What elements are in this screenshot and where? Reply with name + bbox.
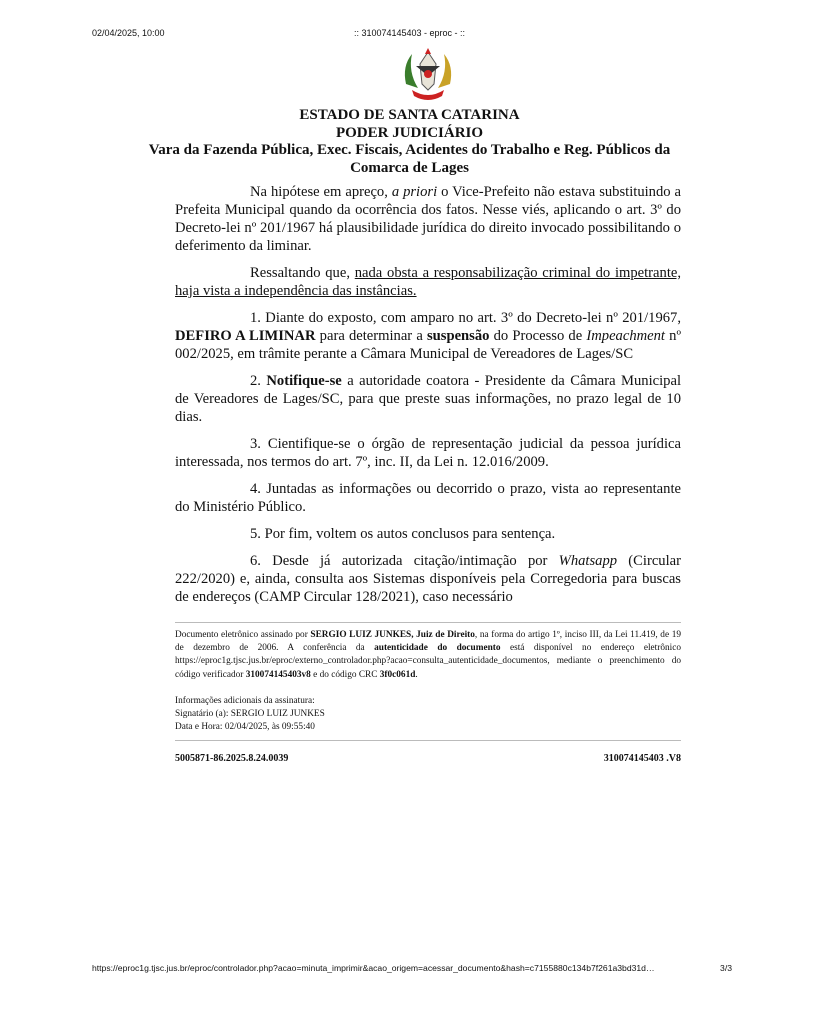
print-datetime: 02/04/2025, 10:00	[92, 28, 165, 38]
text-bold: suspensão	[426, 328, 490, 344]
signature-datetime: Data e Hora: 02/04/2025, às 09:55:40	[175, 722, 315, 733]
signature-block	[175, 622, 681, 764]
text: para determinar a	[315, 328, 427, 344]
text: o Vice-Prefeito não estava substituindo a Prefeita Municipal quando da ocorrência dos fatos. Nesse viés, aplicando o art. 3º do Decreto-lei nº 201/1967 há plausibilidade jurídica do direito invocado possibilitando o deferimento da liminar.	[175, 184, 681, 254]
print-url: https://eproc1g.tjsc.jus.br/eproc/controlador.php?acao=minuta_imprimir&acao_origem=acessar_documento&hash=c7155880c134b7f261a3bd31d…	[92, 963, 655, 973]
print-title: :: 310074145403 - eproc - ::	[353, 28, 466, 38]
paragraph	[175, 372, 681, 426]
text: (Circular 222/2020) e, ainda, consulta aos Sistemas disponíveis pela Corregedoria para buscas de endereços (CAMP Circular 128/2021), caso necessário	[175, 553, 681, 605]
power-name: PODER JUDICIÁRIO	[335, 124, 484, 141]
text: Na hipótese em apreço,	[250, 184, 392, 200]
text-italic: Impeachment	[586, 328, 665, 344]
paragraph	[175, 309, 681, 363]
paragraph: 5. Por fim, voltem os autos conclusos para sentença.	[250, 526, 556, 542]
paragraph	[175, 552, 681, 606]
state-name: ESTADO DE SANTA CATARINA	[299, 107, 520, 123]
signature-statement: Documento eletrônico assinado por SERGIO LUIZ JUNKES, Juiz de Direito, na forma do artigo 1º, inciso III, da Lei 11.419, de 19 de dezembro de 2006. A conferência da autenticidade do documento está disponível no endereço eletrônico https://eproc1g.tjsc.jus.br/eproc/externo_controlador.php?acao=consulta_autenticidade_documentos, mediante o preenchimento do código verificador 310074145403v8 e do código CRC 3f0c061d.	[175, 630, 681, 680]
print-footer	[92, 963, 732, 973]
letterhead	[110, 107, 710, 177]
text: do Processo de	[489, 328, 587, 344]
coat-of-arms-icon	[398, 44, 458, 104]
text: 1. Diante do exposto, com amparo no art. 3º do Decreto-lei nº 201/1967,	[250, 310, 681, 326]
text: Ressaltando que,	[250, 265, 355, 281]
decision-body	[175, 183, 681, 606]
signer: Signatário (a): SERGIO LUIZ JUNKES	[175, 709, 325, 720]
court-name: Vara da Fazenda Pública, Exec. Fiscais, Acidentes do Trabalho e Reg. Públicos da	[148, 142, 671, 158]
paragraph: 4. Juntadas as informações ou decorrido o prazo, vista ao representante do Ministério Público.	[175, 481, 681, 515]
page-number: 3/3	[720, 963, 732, 973]
text-italic: a priori	[391, 184, 438, 200]
text: a autoridade coatora - Presidente da Câmara Municipal de Vereadores de Lages/SC, para que preste suas informações, no prazo legal de 10 dias.	[175, 373, 681, 425]
signature-info-label: Informações adicionais da assinatura:	[175, 695, 315, 706]
paragraph: 3. Cientifique-se o órgão de representação judicial da pessoa jurídica interessada, nos termos do art. 7º, inc. II, da Lei n. 12.016/2009.	[175, 436, 681, 470]
text-bold: DEFIRO A LIMINAR	[175, 328, 316, 344]
page-content	[0, 107, 819, 764]
district-name: Comarca de Lages	[350, 159, 469, 176]
text: 2.	[250, 373, 267, 389]
divider	[175, 740, 681, 741]
text-underlined: nada obsta a responsabilização criminal do impetrante, haja vista a independência das instâncias.	[175, 265, 681, 299]
text: 6. Desde já autorizada citação/intimação por	[250, 553, 559, 569]
process-number: 5005871-86.2025.8.24.0039	[175, 753, 289, 765]
paragraph	[175, 264, 681, 300]
document-id: 310074145403 .V8	[603, 753, 681, 765]
text-italic: Whatsapp	[558, 553, 618, 569]
text: nº 002/2025, em trâmite perante a Câmara Municipal de Vereadores de Lages/SC	[175, 328, 681, 362]
paragraph	[175, 183, 681, 255]
text-bold: Notifique-se	[266, 373, 342, 389]
